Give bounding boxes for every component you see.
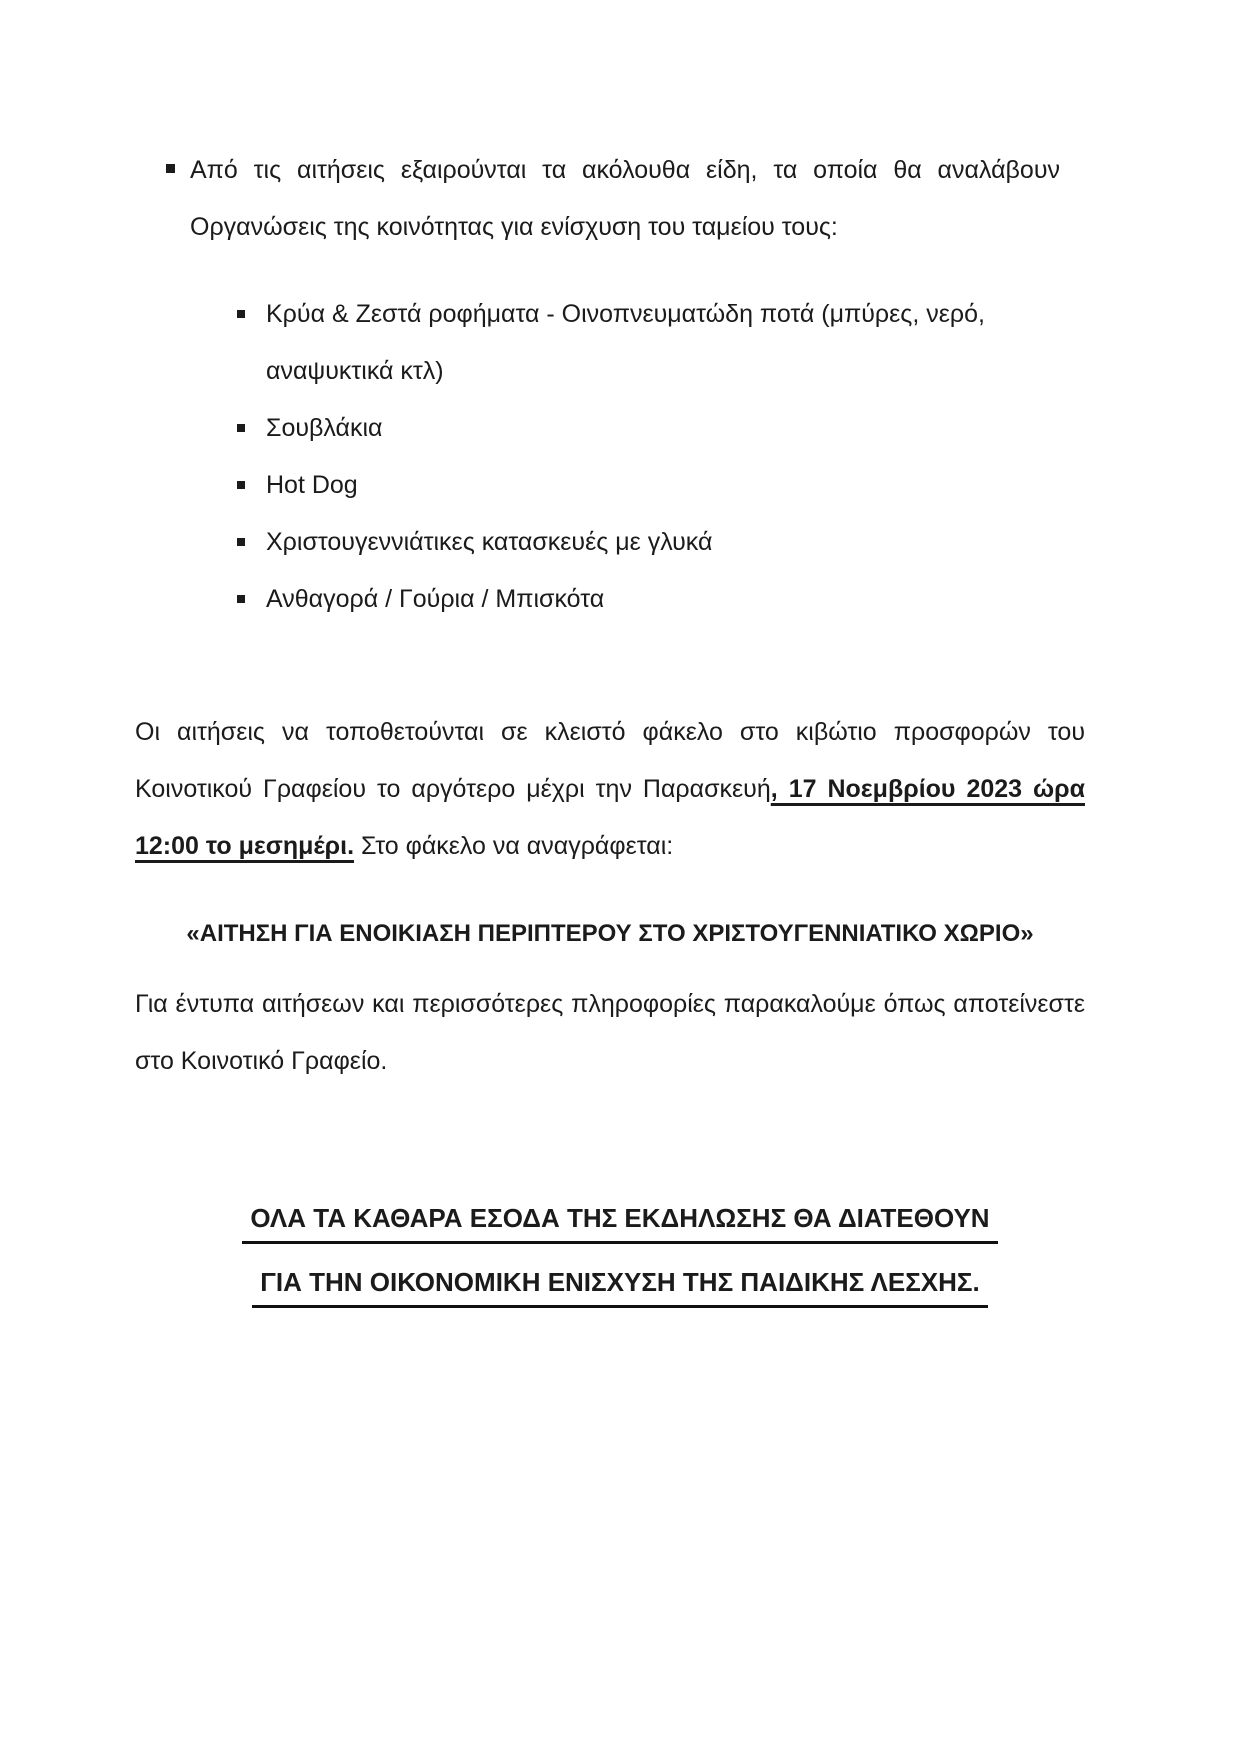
footer-notice-line2: ΓΙΑ ΤΗΝ ΟΙΚΟΝΟΜΙΚΗ ΕΝΙΣΧΥΣΗ ΤΗΣ ΠΑΙΔΙΚΗΣ ΛΕΣΧΗΣ.	[252, 1264, 987, 1308]
info-paragraph: Για έντυπα αιτήσεων και περισσότερες πληροφορίες παρακαλούμε όπως αποτείνεστε στο Κοινοτικό Γραφείο.	[135, 990, 1085, 1075]
list-item-text: Hot Dog	[266, 471, 358, 499]
submission-text-end: Στο φάκελο να αναγράφεται:	[354, 832, 674, 860]
square-bullet-icon	[237, 424, 245, 432]
submission-paragraph	[135, 704, 1085, 875]
list-item-text: Κρύα & Ζεστά ροφήματα - Οινοπνευματώδη ποτά (μπύρες, νερό, αναψυκτικά κτλ)	[266, 300, 985, 385]
square-bullet-icon	[237, 538, 245, 546]
list-item-text: Χριστουγεννιάτικες κατασκευές με γλυκά	[266, 528, 713, 556]
list-item-level1	[190, 142, 1060, 256]
square-bullet-icon	[237, 310, 245, 318]
list-item	[266, 457, 1046, 514]
list-item	[266, 286, 1046, 400]
list-item-text: Από τις αιτήσεις εξαιρούνται τα ακόλουθα είδη, τα οποία θα αναλάβουν Οργανώσεις της κοινότητας για ενίσχυση του ταμείου τους:	[190, 156, 1060, 241]
list-item	[266, 514, 1046, 571]
square-bullet-icon	[166, 164, 175, 173]
square-bullet-icon	[237, 595, 245, 603]
excluded-items-list	[266, 286, 1240, 628]
list-item-text: Σουβλάκια	[266, 414, 383, 442]
list-item-text: Ανθαγορά / Γούρια / Μπισκότα	[266, 585, 605, 613]
deadline-text: , 17 Νοεμβρίου 2023 ώρα 12:00 το μεσημέρι.	[135, 775, 1085, 860]
footer-notice-line1: ΟΛΑ ΤΑ ΚΑΘΑΡΑ ΕΣΟΔΑ ΤΗΣ ΕΚΔΗΛΩΣΗΣ ΘΑ ΔΙΑΤΕΘΟΥΝ	[242, 1200, 997, 1244]
envelope-label-heading: «ΑΙΤΗΣΗ ΓΙΑ ΕΝΟΙΚΙΑΣΗ ΠΕΡΙΠΤΕΡΟΥ ΣΤΟ ΧΡΙΣΤΟΥΓΕΝΝΙΑΤΙΚΟ ΧΩΡΙΟ»	[186, 920, 1034, 947]
footer-notice	[0, 1186, 1240, 1314]
submission-text-start: Οι αιτήσεις να τοποθετούνται σε κλειστό φάκελο στο κιβώτιο προσφορών του Κοινοτικού Γραφείου το αργότερο μέχρι την Παρασκευή	[135, 718, 1085, 803]
list-item	[266, 400, 1046, 457]
list-item	[266, 571, 1046, 628]
square-bullet-icon	[237, 481, 245, 489]
